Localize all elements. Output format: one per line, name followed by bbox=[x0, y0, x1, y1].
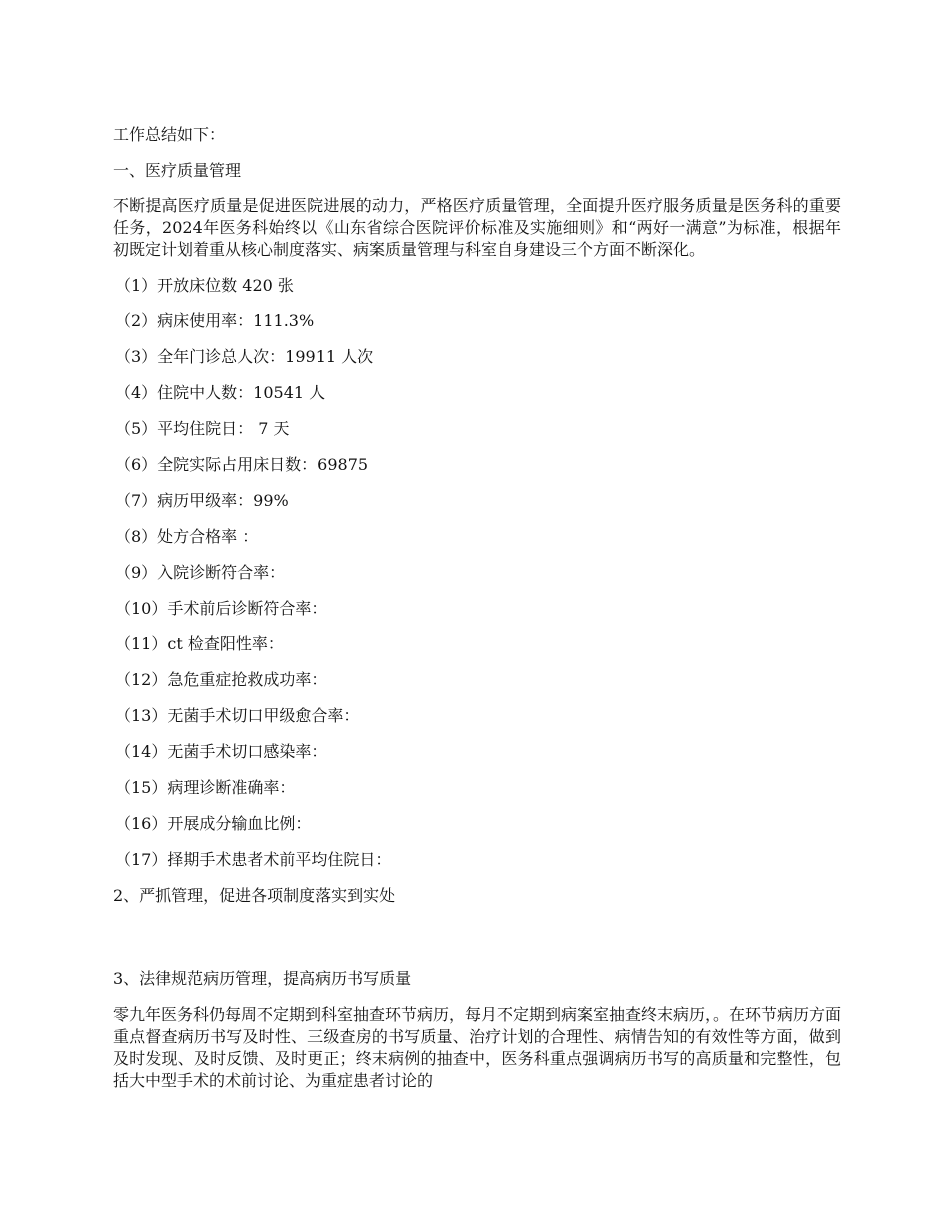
list-item: （15）病理诊断准确率： bbox=[115, 777, 296, 797]
section-heading-medical-quality: 一、医疗质量管理 bbox=[113, 160, 242, 180]
blank-space bbox=[113, 920, 841, 968]
list-item: （14）无菌手术切口感染率： bbox=[115, 742, 328, 762]
paragraph-medical-records: 零九年医务科仍每周不定期到科室抽查环节病历，每月不定期到病案室抽查终末病历，。在环节病历方面重点督查病历书写及时性、三级查房的书写质量、治疗计划的合理性、病情告知的有效性等方面，做到及时发现、及时反馈、及时更正；终末病例的抽查中，医务科重点强调病历书写的高质量和完整性，包括大中型手术的术前讨论、为重症患者讨论的 bbox=[113, 1004, 842, 1090]
list-item: （11）ct 检查阳性率： bbox=[115, 634, 284, 654]
list-item: （16）开展成分输血比例： bbox=[115, 813, 312, 833]
list-item: （7）病历甲级率：99% bbox=[115, 490, 289, 510]
list-item: （1）开放床位数 420 张 bbox=[115, 275, 294, 295]
document-body bbox=[113, 124, 841, 1105]
list-item: （6）全院实际占用床日数：69875 bbox=[115, 454, 369, 474]
list-item: （13）无菌手术切口甲级愈合率： bbox=[115, 706, 360, 726]
list-item: （17）择期手术患者术前平均住院日： bbox=[115, 849, 392, 869]
intro-text: 工作总结如下： bbox=[113, 125, 226, 144]
list-item: （9）入院诊断符合率： bbox=[115, 562, 286, 582]
list-item: （5）平均住院日： 7 天 bbox=[115, 419, 290, 439]
list-item: （8）处方合格率 ： bbox=[115, 526, 259, 546]
list-item: （3）全年门诊总人次：19911 人次 bbox=[115, 347, 374, 367]
paragraph-medical-quality: 不断提高医疗质量是促进医院进展的动力，严格医疗质量管理，全面提升医疗服务质量是医务科的重要任务，2024年医务科始终以《山东省综合医院评价标准及实施细则》和“两好一满意”为标准，根据年初既定计划着重从核心制度落实、病案质量管理与科室自身建设三个方面不断深化。 bbox=[113, 196, 841, 259]
list-item: （10）手术前后诊断符合率： bbox=[115, 598, 328, 618]
list-item: （4）住院中人数：10541 人 bbox=[115, 383, 326, 403]
list-item: （2）病床使用率：111.3% bbox=[115, 311, 315, 331]
section-heading-management: 2、严抓管理，促进各项制度落实到实处 bbox=[113, 885, 396, 905]
list-item: （12）急危重症抢救成功率： bbox=[115, 670, 328, 690]
section-heading-medical-records: 3、法律规范病历管理，提高病历书写质量 bbox=[113, 969, 412, 989]
